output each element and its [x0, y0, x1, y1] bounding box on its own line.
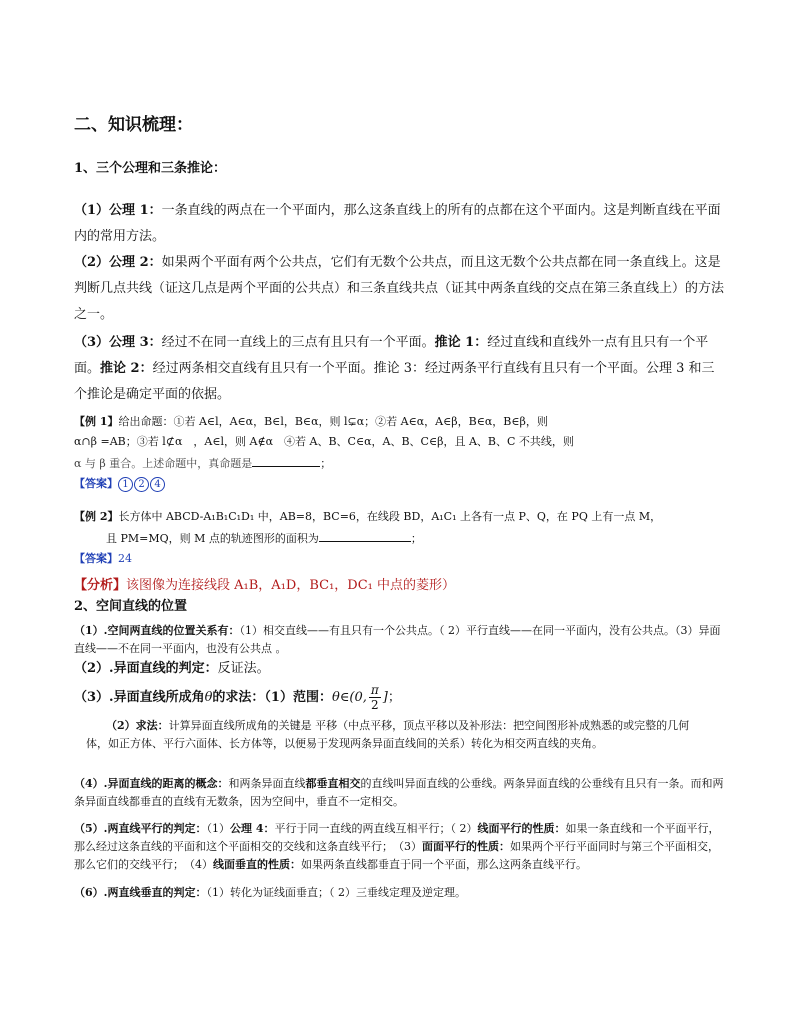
item-4-label: （4）.异面直线的距离的概念：	[74, 777, 229, 790]
item-5-d: 如果两个平行平面同时与第三个平面相交，那么它们的交线平行； （4）	[74, 840, 719, 871]
axiom-2-text: 如果两个平面有两个公共点，它们有无数个公共点，而且这无数个公共点都在同一条直线上。这是判断几点共线（证这几点是两个平面的公共点）和三条直线共点（证其中两条直线的交点在第三条直线上）的方法之一。	[74, 255, 725, 322]
plane-plane-parallel-label: 面面平行的性质：	[422, 840, 510, 853]
theta-symbol: θ	[204, 690, 213, 705]
answer-blank	[319, 527, 411, 542]
circled-number-2: 2	[134, 477, 149, 492]
axiom-3-text-c: 经过两条相交直线有且只有一个平面。推论 3：经过两条平行直线有且只有一个平面。公理 3 和三个推论是确定平面的依据。	[74, 361, 715, 402]
example-2-line-1	[74, 507, 724, 527]
example-2	[74, 507, 724, 569]
axiom-1-label: （1）公理 1：	[74, 203, 162, 218]
example-2-text-2: 且 PM=MQ，则 M 点的轨迹图形的面积为	[106, 532, 319, 545]
item-5-label: （5）.两直线平行的判定：	[74, 822, 207, 835]
axiom-1-paragraph	[74, 198, 724, 250]
item-5-a: （1）	[206, 822, 230, 835]
item-5-b: 平行于同一直线的两直线互相平行；（ 2）	[274, 822, 478, 835]
example-2-line-2	[74, 527, 724, 549]
item-3-angle	[74, 683, 724, 713]
circled-number-4: 4	[150, 477, 165, 492]
item-2-label: （2）.异面直线的判定：	[74, 661, 218, 676]
section-heading: 二、知识梳理：	[74, 115, 193, 135]
fraction-pi-over-2	[369, 683, 381, 712]
example-2-end: ；	[410, 532, 422, 545]
item-4-text-b: 的直线叫异面直线的公垂线。两条异面直线的公垂线有且只有一条。而和两条异面直线都垂直的直线有无数条，因为空间中，垂直不一定相交。	[74, 777, 724, 808]
answer-value: 24	[118, 552, 132, 565]
item-6-perpendicular	[74, 884, 724, 902]
axiom-3-text-b: 经过直线和直线外一点有且只有一个平面。	[74, 335, 709, 376]
item-2-judgement	[74, 656, 724, 682]
example-1-line-3	[74, 452, 724, 474]
example-1-text-3: α 与 β 重合。上述命题中，真命题是	[74, 457, 253, 470]
item-2-text: 反证法。	[217, 661, 270, 676]
item-5-c: 如果一条直线和一个平面平行，那么经过这条直线的平面和这个平面相交的交线和这条直线平行； （3）	[74, 822, 720, 853]
example-1	[74, 412, 724, 494]
item-4-text-a: 和两条异面直线	[228, 777, 306, 790]
example-1-text-1: 给出命题：①若 A∈l，A∈α，B∈l，B∈α，则 l⊊α；②若 A∈α，A∈β，B∈α，B∈β，则	[118, 415, 548, 428]
axiom-3-text-a: 经过不在同一直线上的三点有且只有一个平面。	[161, 335, 435, 350]
answer-label: 【答案】	[74, 477, 118, 490]
axiom-2-label: （2）公理 2：	[74, 255, 162, 270]
item-3-label-2: 的求法：（1）范围：	[212, 690, 332, 705]
axiom-4-label: 公理 4：	[229, 822, 275, 835]
line-plane-parallel-label: 线面平行的性质：	[477, 822, 566, 835]
item-3-end: ；	[387, 690, 401, 705]
item-1-label: （1）.空间两直线的位置关系有：	[74, 624, 240, 637]
item-3-method	[86, 717, 706, 753]
item-5-e: 如果两条直线都垂直于同一个平面，那么这两条直线平行。	[301, 858, 587, 871]
method-label: （2）求法：	[106, 719, 169, 732]
example-1-answer	[74, 474, 724, 494]
corollary-2-label: 推论 2：	[100, 361, 153, 376]
corollary-1-label: 推论 1：	[434, 335, 488, 350]
item-4-bold: 都垂直相交	[305, 777, 361, 790]
item-6-label: （6）.两直线垂直的判定：	[74, 886, 207, 899]
example-2-label: 【例 2】	[74, 510, 119, 523]
item-4-distance	[74, 775, 724, 811]
range-end: ]	[382, 690, 388, 705]
analysis-text: 该图像为连接线段 A₁B，A₁D，BC₁，DC₁ 中点的菱形）	[126, 578, 455, 593]
item-1-text: （1）相交直线——有且只有一个公共点。（ 2）平行直线——在同一平面内，没有公共点。（3）异面直线——不在同一平面内，也没有公共点 。	[74, 624, 721, 655]
answer-label: 【答案】	[74, 552, 118, 565]
example-1-line-2: α∩β =AB；③若 l⊄α ，A∈l，则 A∉α ④若 A、B、C∈α，A、B、C∈β，且 A、B、C 不共线，则	[74, 435, 574, 448]
item-6-text: （1）转化为证线面垂直；（ 2）三垂线定理及逆定理。	[206, 886, 466, 899]
method-text: 计算异面直线所成角的关键是 平移（中点平移，顶点平移以及补形法：把空间图形补成熟悉的或完整的几何体，如正方体、平行六面体、长方体等，以便易于发现两条异面直线间的关系）转化为相交两直线的夹角。	[86, 719, 690, 750]
circled-number-1: 1	[118, 477, 133, 492]
example-2-text-1: 长方体中 ABCD-A₁B₁C₁D₁ 中，AB=8，BC=6，在线段 BD，A₁C₁ 上各有一点 P、Q，在 PQ 上有一点 M，	[118, 510, 662, 523]
item-1-positions	[74, 622, 724, 658]
fraction-numerator: π	[370, 683, 379, 697]
example-1-label: 【例 1】	[74, 415, 119, 428]
item-5-parallel	[74, 820, 724, 874]
item-3-label: （3）.异面直线所成角	[74, 690, 205, 705]
spacer	[86, 719, 106, 732]
example-1-end: ；	[320, 457, 332, 470]
line-plane-perpendicular-label: 线面垂直的性质：	[213, 858, 301, 871]
example-1-line-1	[74, 412, 724, 432]
axiom-3-paragraph	[74, 330, 724, 408]
fraction-denominator: 2	[371, 698, 379, 712]
range-start: θ∈(0,	[331, 690, 367, 705]
analysis-label: 【分析】	[74, 578, 127, 593]
axiom-2-paragraph	[74, 250, 724, 328]
example-2-answer	[74, 549, 724, 569]
axiom-3-label: （3）公理 3：	[74, 335, 162, 350]
subsection-title-axioms: 1、三个公理和三条推论：	[74, 161, 227, 176]
axiom-1-text: 一条直线的两点在一个平面内，那么这条直线上的所有的点都在这个平面内。这是判断直线在平面内的常用方法。	[74, 203, 721, 244]
answer-blank	[252, 452, 320, 467]
subsection-title-lines: 2、空间直线的位置	[74, 599, 188, 614]
